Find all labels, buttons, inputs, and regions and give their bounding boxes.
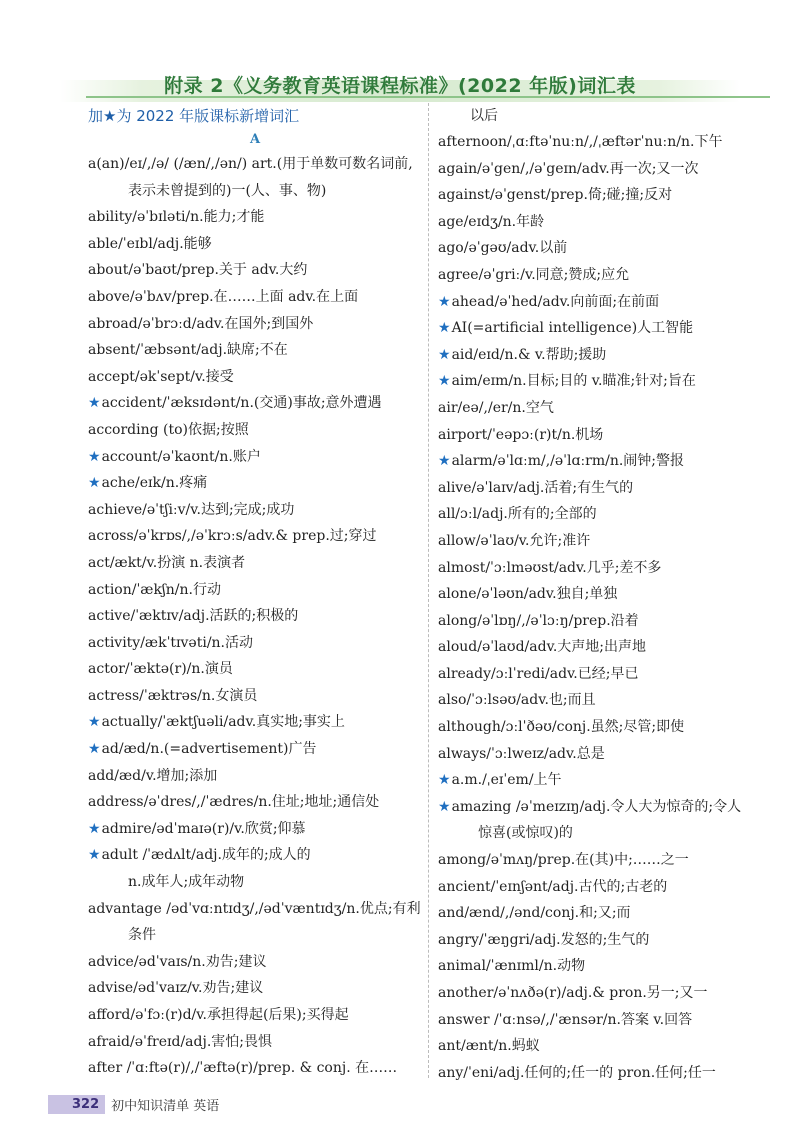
vocab-entry [438, 555, 774, 582]
vocab-entry [88, 763, 422, 790]
vocab-entry [438, 368, 774, 395]
vocab-entry-text: add/æd/v.增加;添加 [88, 767, 218, 784]
vocab-entry-text: ahead/əˈhed/adv.向前面;在前面 [451, 293, 660, 310]
vocab-entry [88, 949, 422, 976]
vocab-entry [438, 129, 774, 156]
vocab-entry-text: any/ˈeni/adj.任何的;任一的 pron.任何;任一 [438, 1064, 716, 1081]
vocab-entry-text: actually/ˈæktʃuəli/adv.真实地;事实上 [101, 714, 345, 731]
vocab-entry-text: amazing /əˈmeɪzɪŋ/adj.令人大为惊奇的;令人 [451, 798, 742, 815]
vocab-entry [438, 448, 774, 475]
vocab-entry [438, 634, 774, 661]
vocab-entry-text: AI(=artificial intelligence)人工智能 [451, 320, 694, 337]
new-word-star-icon: ★ [88, 448, 101, 465]
vocab-entry [88, 390, 422, 417]
vocab-entry [438, 581, 774, 608]
vocab-entry [438, 475, 774, 502]
vocab-entry-text: alive/əˈlaɪv/adj.活着;有生气的 [438, 479, 634, 496]
vocab-entry-text: aid/eɪd/n.& v.帮助;援助 [451, 346, 607, 363]
vocab-entry-text: accept/əkˈsept/v.接受 [88, 368, 234, 385]
vocab-entry-text: another/əˈnʌðə(r)/adj.& pron.另一;又一 [438, 985, 708, 1001]
vocab-entry-text: admire/ədˈmaɪə(r)/v.欣赏;仰慕 [101, 820, 306, 837]
vocab-entry-text: ago/əˈgəʊ/adv.以前 [438, 240, 568, 257]
vocab-entry [88, 603, 422, 630]
vocab-entry-text: accident/ˈæksɪdənt/n.(交通)事故;意外遭遇 [101, 395, 382, 412]
vocab-entry-text: also/ˈɔːlsəʊ/adv.也;而且 [438, 692, 596, 709]
vocab-entry-text: action/ˈækʃn/n.行动 [88, 581, 221, 598]
vocab-entry-text: although/ɔːlˈðəʊ/conj.虽然;尽管;即使 [438, 719, 685, 736]
page-number: 322 [48, 1095, 105, 1114]
vocab-entry [438, 741, 774, 768]
vocab-entry [88, 337, 422, 364]
vocab-entry-text: advise/ədˈvaɪz/v.劝告;建议 [88, 980, 264, 997]
vocab-entry [88, 842, 422, 869]
vocab-entry [88, 231, 422, 258]
vocab-entry [438, 714, 774, 741]
new-word-star-icon: ★ [88, 820, 101, 837]
vocab-entry-text: all/ɔːl/adj.所有的;全部的 [438, 506, 597, 523]
vocab-entry [438, 395, 774, 422]
vocab-entry [88, 470, 422, 497]
vocab-entry [438, 528, 774, 555]
vocab-entry-text: ability/əˈbɪləti/n.能力;才能 [88, 209, 265, 226]
vocab-entry [88, 789, 422, 816]
vocab-entry [88, 1029, 422, 1056]
vocab-entry-text: ant/ænt/n.蚂蚁 [438, 1038, 540, 1055]
vocab-entry [88, 683, 422, 710]
vocab-entry-text: advice/ədˈvaɪs/n.劝告;建议 [88, 953, 267, 970]
vocab-entry-text: afford/əˈfɔː(r)d/v.承担得起(后果);买得起 [88, 1007, 349, 1023]
vocab-entry [438, 608, 774, 635]
vocab-entry [438, 1033, 774, 1060]
new-word-star-icon: ★ [438, 293, 451, 310]
vocab-entry [88, 444, 422, 471]
vocab-entry-text: aim/eɪm/n.目标;目的 v.瞄准;针对;旨在 [451, 373, 696, 390]
vocab-entry [88, 284, 422, 311]
vocab-entry-text: animal/ˈænɪml/n.动物 [438, 958, 586, 975]
vocab-entry-text: air/eə/,/er/n.空气 [438, 399, 554, 416]
vocab-entry [88, 577, 422, 604]
vocab-entry [88, 311, 422, 338]
vocab-entry-text: absent/ˈæbsənt/adj.缺席;不在 [88, 342, 288, 359]
vocab-entry [88, 364, 422, 391]
vocab-entry [438, 156, 774, 183]
vocab-entry [88, 204, 422, 231]
vocab-entry [438, 927, 774, 954]
vocab-entry-text: again/əˈgen/,/əˈgeɪn/adv.再一次;又一次 [438, 160, 699, 177]
vocab-entry [88, 896, 422, 923]
vocab-entry-text: ache/eɪk/n.疼痛 [101, 475, 208, 492]
vocab-entry-text: allow/əˈlaʊ/v.允许;准许 [438, 532, 591, 549]
vocab-entry-text: achieve/əˈtʃiːv/v.达到;完成;成功 [88, 501, 295, 518]
vocab-entry-text: afternoon/ˌɑːftəˈnuːn/,/ˌæftərˈnuːn/n.下午 [438, 134, 723, 150]
vocab-entry-text: able/ˈeɪbl/adj.能够 [88, 235, 212, 252]
page-footer [48, 1093, 219, 1115]
vocab-entry-text: airport/ˈeəpɔː(r)t/n.机场 [438, 426, 604, 443]
new-word-star-icon: ★ [438, 798, 451, 815]
vocab-entry-text: above/əˈbʌv/prep.在……上面 adv.在上面 [88, 288, 359, 305]
vocab-entry [88, 1002, 422, 1029]
new-word-star-icon: ★ [88, 847, 101, 864]
vocab-entry-text: act/ækt/v.扮演 n.表演者 [88, 554, 246, 571]
left-column [88, 103, 422, 1082]
vocab-entry [438, 422, 774, 449]
vocab-entry-text: already/ɔːlˈredi/adv.已经;早已 [438, 665, 639, 682]
vocab-entry [438, 953, 774, 980]
vocab-entry-text: 条件 [128, 927, 156, 944]
new-word-star-icon: ★ [88, 475, 101, 492]
vocab-entry-text: across/əˈkrɒs/,/əˈkrɔːs/adv.& prep.过;穿过 [88, 528, 377, 545]
vocab-entry-text: age/eɪdʒ/n.年龄 [438, 213, 545, 230]
vocab-entry-text: always/ˈɔːlweɪz/adv.总是 [438, 745, 605, 762]
vocab-entry [438, 874, 774, 901]
vocab-entry-text: activity/ækˈtɪvəti/n.活动 [88, 634, 254, 651]
new-word-star-icon: ★ [438, 373, 451, 390]
vocab-entry [438, 289, 774, 316]
vocab-entry [88, 417, 422, 444]
vocab-entry [88, 709, 422, 736]
vocab-entry-text: actress/ˈæktrəs/n.女演员 [88, 687, 258, 704]
vocab-entry-text: account/əˈkaʊnt/n.账户 [101, 448, 261, 465]
vocab-entry-text: among/əˈmʌŋ/prep.在(其)中;……之一 [438, 852, 689, 869]
left-entry-list [88, 151, 422, 1082]
vocab-entry [88, 523, 422, 550]
right-column [438, 103, 774, 1086]
vocab-entry [438, 687, 774, 714]
vocab-entry [88, 151, 422, 204]
vocab-entry [438, 262, 774, 289]
vocab-entry-text: afraid/əˈfreɪd/adj.害怕;畏惧 [88, 1033, 272, 1050]
book-name: 初中知识清单 英语 [111, 1098, 220, 1114]
vocab-entry-text: active/ˈæktɪv/adj.活跃的;积极的 [88, 608, 299, 625]
vocab-entry-text: ad/æd/n.(=advertisement)广告 [101, 741, 317, 758]
new-word-star-icon: ★ [438, 453, 451, 470]
vocab-entry-text: after /ˈɑːftə(r)/,/ˈæftə(r)/prep. & conj. 在…… [88, 1060, 398, 1077]
vocab-entry [438, 1007, 774, 1034]
vocab-entry-text: ancient/ˈeɪnʃənt/adj.古代的;古老的 [438, 878, 668, 895]
vocab-entry-text: adult /ˈædʌlt/adj.成年的;成人的 [101, 847, 311, 864]
column-divider [428, 103, 429, 1078]
vocab-entry [438, 501, 774, 528]
continued-text: 以后 [470, 108, 498, 124]
vocab-entry [438, 1060, 774, 1087]
vocab-entry-text: alone/əˈləʊn/adv.独自;单独 [438, 586, 618, 603]
vocab-entry [438, 980, 774, 1007]
vocab-entry [438, 315, 774, 342]
vocab-entry-continuation [88, 922, 422, 949]
vocab-entry [438, 767, 774, 794]
vocab-entry [438, 794, 774, 821]
vocab-entry-text: address/əˈdres/,/ˈædres/n.住址;地址;通信处 [88, 794, 380, 811]
right-entry-list [438, 129, 774, 1086]
vocab-entry [88, 656, 422, 683]
vocab-entry-text: angry/ˈæŋgri/adj.发怒的;生气的 [438, 931, 650, 948]
vocab-entry [438, 342, 774, 369]
vocab-entry [438, 235, 774, 262]
vocab-entry-text: alarm/əˈlɑːm/,/əˈlɑːrm/n.闹钟;警报 [451, 453, 685, 470]
vocab-entry [88, 975, 422, 1002]
header-rule [86, 96, 770, 98]
new-word-star-icon: ★ [438, 772, 451, 789]
vocab-entry-text: n.成年人;成年动物 [128, 874, 245, 891]
section-letter: A [249, 132, 261, 147]
new-word-star-icon: ★ [88, 714, 101, 731]
vocab-entry-text: a(an)/eɪ/,/ə/ (/æn/,/ən/) art.(用于单数可数名词前,表示未曾提到的)一(人、事、物) [88, 156, 413, 199]
vocab-entry [438, 209, 774, 236]
vocab-entry-text: aloud/əˈlaʊd/adv.大声地;出声地 [438, 639, 646, 656]
vocab-entry [438, 847, 774, 874]
vocab-entry [88, 1055, 422, 1082]
vocab-entry [88, 816, 422, 843]
page-title: 附录 2《义务教育英语课程标准》(2022 年版)词汇表 [164, 74, 636, 97]
vocab-entry-text: according (to)依据;按照 [88, 421, 249, 438]
vocab-entry-text: abroad/əˈbrɔːd/adv.在国外;到国外 [88, 315, 314, 332]
vocab-entry-text: agree/əˈgriː/v.同意;赞成;应允 [438, 266, 630, 283]
vocab-entry-text: almost/ˈɔːlməʊst/adv.几乎;差不多 [438, 559, 662, 576]
vocab-entry [88, 257, 422, 284]
vocab-entry-text: advantage /ədˈvɑːntɪdʒ/,/ədˈvæntɪdʒ/n.优点;有利 [88, 900, 421, 917]
vocab-entry [438, 182, 774, 209]
vocab-entry-text: 惊喜(或惊叹)的 [478, 825, 573, 842]
vocab-entry [88, 630, 422, 657]
vocab-entry [88, 497, 422, 524]
new-word-star-icon: ★ [88, 741, 101, 758]
vocab-entry [88, 550, 422, 577]
vocab-entry-text: and/ænd/,/ənd/conj.和;又;而 [438, 905, 631, 922]
new-word-star-icon: ★ [88, 395, 101, 412]
vocab-entry [438, 900, 774, 927]
vocab-entry-continuation [88, 869, 422, 896]
vocab-entry-text: about/əˈbaʊt/prep.关于 adv.大约 [88, 262, 308, 279]
vocab-entry-continuation [438, 820, 774, 847]
vocab-entry [88, 736, 422, 763]
vocab-entry-text: actor/ˈæktə(r)/n.演员 [88, 661, 233, 678]
new-word-star-icon: ★ [438, 320, 451, 337]
vocab-entry-text: answer /ˈɑːnsə/,/ˈænsər/n.答案 v.回答 [438, 1011, 693, 1028]
new-words-note: 加★为 2022 年版课标新增词汇 [88, 107, 300, 125]
new-word-star-icon: ★ [438, 346, 451, 363]
vocab-entry-text: a.m./ˌeɪˈem/上午 [451, 772, 562, 789]
vocab-entry-text: along/əˈlɒŋ/,/əˈlɔːŋ/prep.沿着 [438, 612, 639, 629]
vocab-entry-text: against/əˈgenst/prep.倚;碰;撞;反对 [438, 187, 673, 204]
vocab-entry [438, 661, 774, 688]
